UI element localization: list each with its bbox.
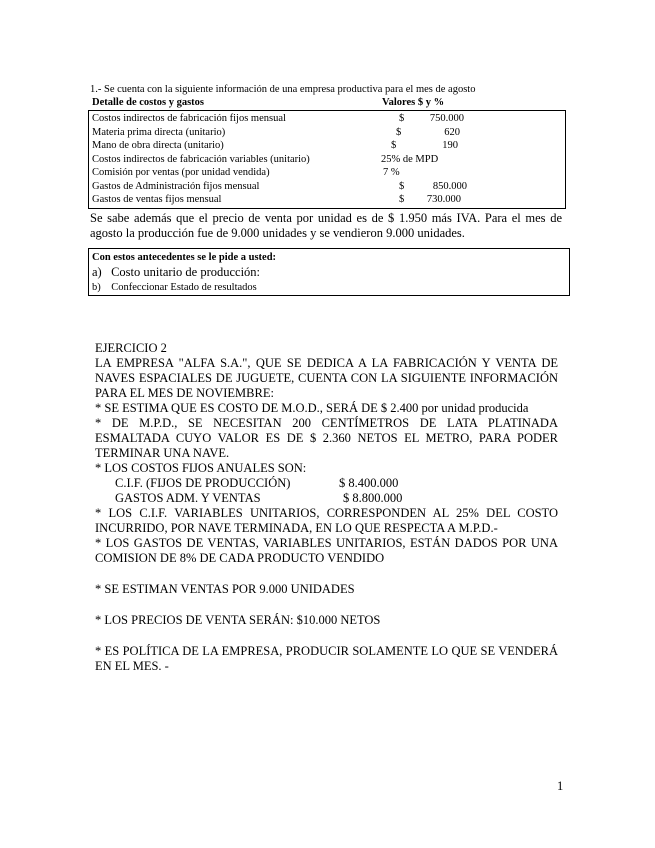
table-row [89,126,565,140]
row-currency: $ [391,140,397,151]
tasks-header: Con estos antecedentes se le pide a usted: [92,252,277,263]
row-value: 25% de MPD [381,153,439,165]
table-row [89,193,565,207]
row-value: 7 % [383,167,400,178]
row-currency: $ [396,126,402,138]
fixed-cost-label: C.I.F. (FIJOS DE PRODUCCIÓN) [115,476,291,490]
exercise2-fixed-heading: * LOS COSTOS FIJOS ANUALES SON: [95,461,307,475]
fixed-cost-value: $ 8.400.000 [339,476,399,490]
exercise1-intro: 1.- Se cuenta con la siguiente información de una empresa productiva para el mes de agosto [90,84,476,95]
row-currency: $ [399,194,405,205]
tasks-box [88,248,570,296]
row-label: Gastos de ventas fijos mensual [92,194,222,205]
row-value: 730.000 [426,194,461,205]
row-currency: $ [399,180,405,192]
exercise2-mpd: * DE M.P.D., SE NECESITAN 200 CENTÍMETROS DE LATA PLATINADA ESMALTADA CUYO VALOR ES DE $ 2.360 NETOS EL METRO, PARA PODER TERMINAR UNA NAVE. [95,416,558,460]
row-value: 620 [444,126,460,138]
task-b: b) Confeccionar Estado de resultados [92,282,257,293]
table-row [89,153,565,167]
exercise2-title: EJERCICIO 2 [95,341,167,355]
table-row [89,180,565,194]
fixed-cost-value: $ 8.800.000 [343,491,403,505]
exercise2-mod: * SE ESTIMA QUE ES COSTO DE M.O.D., SERÁ DE $ 2.400 por unidad producida [95,401,529,415]
row-label: Gastos de Administración fijos mensual [92,180,260,192]
exercise2-cif: * LOS C.I.F. VARIABLES UNITARIOS, CORRESPONDEN AL 25% DEL COSTO INCURRIDO, POR NAVE TERMINADA, EN LO QUE RESPECTA A M.P.D.- [95,506,558,535]
exercise2-intro: LA EMPRESA "ALFA S.A.", QUE SE DEDICA A LA FABRICACIÓN Y VENTA DE NAVES ESPACIALES DE JUGUETE, CUENTA CON LA SIGUIENTE INFORMACIÓN PARA EL MES DE NOVIEMBRE: [95,356,558,400]
exercise2-policy: * ES POLÍTICA DE LA EMPRESA, PRODUCIR SOLAMENTE LO QUE SE VENDERÁ EN EL MES. - [95,644,558,673]
row-label: Materia prima directa (unitario) [92,126,226,138]
exercise2 [95,341,558,674]
table-row [89,139,565,153]
exercise2-sales-estimate: * SE ESTIMAN VENTAS POR 9.000 UNIDADES [95,582,355,596]
task-a: a) Costo unitario de producción: [92,265,261,279]
exercise2-prices: * LOS PRECIOS DE VENTA SERÁN: $10.000 NETOS [95,613,381,627]
row-label: Comisión por ventas (por unidad vendida) [92,167,270,178]
fixed-cost-row [95,476,558,491]
exercise2-commission: * LOS GASTOS DE VENTAS, VARIABLES UNITARIOS, ESTÁN DADOS POR UNA COMISION DE 8% DE CADA PRODUCTO VENDIDO [95,536,558,565]
sales-note: Se sabe además que el precio de venta por unidad es de $ 1.950 más IVA. Para el mes de agosto la producción fue de 9.000 unidades y se vendieron 9.000 unidades. [90,211,562,240]
row-currency: $ [399,113,405,124]
row-label: Mano de obra directa (unitario) [92,140,224,151]
table-row [89,166,565,180]
table-row [89,112,565,126]
cost-table [88,110,566,209]
row-label: Costos indirectos de fabricación variables (unitario) [92,153,310,165]
fixed-cost-row [95,491,558,506]
row-value: 750.000 [429,113,464,124]
table-header-detail: Detalle de costos y gastos [92,97,204,108]
row-label: Costos indirectos de fabricación fijos mensual [92,113,286,124]
row-value: 850.000 [432,180,467,192]
table-header-values: Valores $ y % [382,97,445,108]
fixed-cost-label: GASTOS ADM. Y VENTAS [115,491,261,505]
row-value: 190 [442,140,458,151]
page-number: 1 [557,779,564,793]
